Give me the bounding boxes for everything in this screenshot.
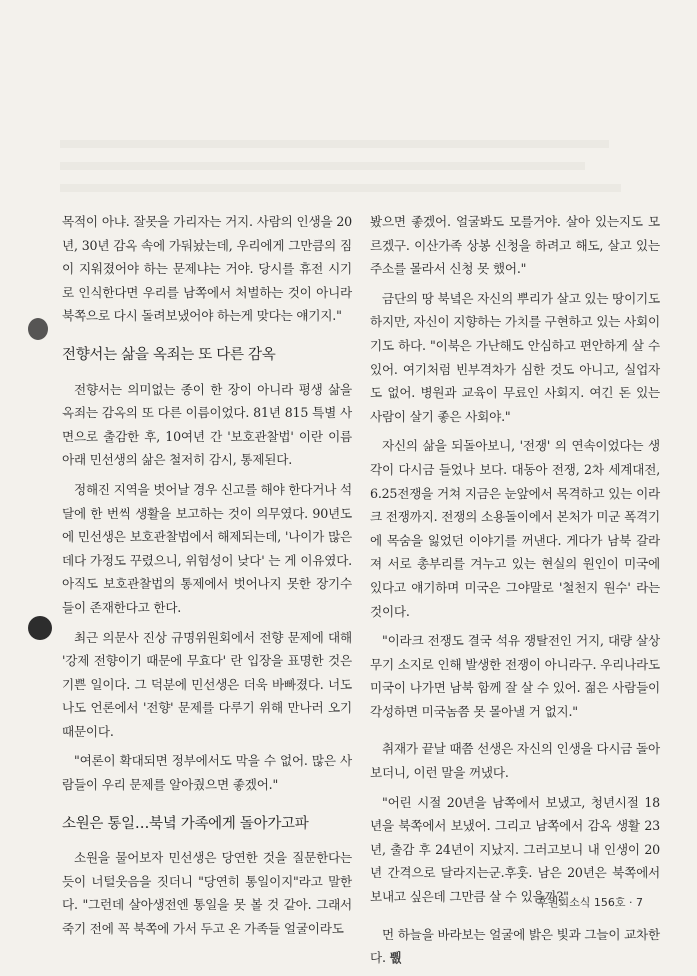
right-paragraph-4: "이라크 전쟁도 결국 석유 쟁탈전인 거지, 대량 살상 무기 소지로 인해 발생한 전쟁이 아니라구. 우리나라도 미국이 나가면 남북 함께 잘 살 수 있어. 젊은 사람들이 각성하면 미국놈쯤 못 몰아낼 거 없지." [370, 633, 660, 719]
bleed-through-lines [60, 140, 657, 206]
closing-sentence: 먼 하늘을 바라보는 얼굴에 밝은 빛과 그늘이 교차한다. [370, 926, 660, 966]
right-paragraph-5: 취재가 끝날 때쯤 선생은 자신의 인생을 다시금 돌아보더니, 이런 말을 꺼냈다. [370, 741, 660, 781]
left-paragraph-4: 최근 의문사 진상 규명위원회에서 전향 문제에 대해 '강제 전향이기 때문에 무효다' 란 입장을 표명한 것은 기쁜 일이다. 그 덕분에 민선생은 더욱 바빠졌다. 너도나도 언론에서 '전향' 문제를 다루기 위해 만나러 오기 때문이다. [62, 629, 352, 739]
right-column [370, 210, 660, 976]
page-footer: 후원회소식 156호 · 7 [537, 896, 643, 909]
right-paragraph-2: 금단의 땅 북녘은 자신의 뿌리가 살고 있는 땅이기도 하지만, 자신이 지향하는 가치를 구현하고 있는 사회이기도 하다. "이북은 가난해도 안심하고 편안하게 살 수 있어. 여기처럼 빈부격차가 심한 것도 아니고, 실업자도 없어. 병원과 교육이 무료인 사회지. 여긴 돈 있는 사람이 살기 좋은 사회야." [370, 290, 660, 424]
section-heading-unification: 소원은 통일…북녘 가족에게 돌아가고파 [62, 815, 309, 832]
left-paragraph-1: 목적이 아냐. 잘못을 가리자는 거지. 사람의 인생을 20년, 30년 감옥 속에 가둬놨는데, 우리에게 그만큼의 짐이 지워졌어야 하는 문제냐는 거야. 당시를 휴전 시기로 인식한다면 우리를 남쪽에서 처벌하는 것이 아니라 북쪽으로 다시 돌려보냈어야 하는게 맞다는 얘기지." [62, 214, 352, 324]
punch-hole-bottom [28, 616, 52, 640]
section-heading-conversion: 전향서는 삶을 옥죄는 또 다른 감옥 [62, 346, 276, 363]
left-paragraph-2: 전향서는 의미없는 종이 한 장이 아니라 평생 삶을 옥죄는 감옥의 또 다른 이름이었다. 81년 815 특별 사면으로 출감한 후, 10여년 간 '보호관찰법' 이란 이름 아래 민선생의 삶은 철저히 감시, 통제된다. [62, 381, 352, 468]
right-paragraph-7 [370, 923, 660, 970]
right-paragraph-1: 봤으면 좋겠어. 얼굴봐도 모를거야. 살아 있는지도 모르겠구. 이산가족 상봉 신청을 하려고 해도, 살고 있는 주소를 몰라서 신청 못 했어." [370, 214, 660, 277]
right-paragraph-6: "어린 시절 20년을 남쪽에서 보냈고, 청년시절 18년을 북쪽에서 보냈어. 그리고 남쪽에서 감옥 생활 23년, 출감 후 24년이 지났지. 그러고보니 내 인생이 20년 간격으로 달라지는군.후훗. 남은 20년은 북쪽에서 보내고 싶은데 그만큼 살 수 있을까?" [370, 794, 660, 905]
end-mark-icon: 뿺 [389, 950, 402, 966]
left-paragraph-5: "여론이 확대되면 정부에서도 막을 수 없어. 많은 사람들이 우리 문제를 알아줬으면 좋겠어." [62, 753, 352, 793]
left-column [62, 210, 352, 947]
punch-hole-top [28, 318, 48, 340]
right-paragraph-3: 자신의 삶을 되돌아보니, '전쟁' 의 연속이었다는 생각이 다시금 들었나 보다. 대동아 전쟁, 2차 세계대전, 6.25전쟁을 거쳐 지금은 눈앞에서 목격하고 있는 이라크 전쟁까지. 전쟁의 소용돌이에서 본처가 미군 폭격기에 목숨을 잃었던 이야기를 꺼낸다. 게다가 남북 갈라져 서로 총부리를 겨누고 있는 현실의 원인이 미국에 있다고 얘기하며 미국은 그야말로 '철천지 원수' 라는 것이다. [370, 438, 660, 619]
left-paragraph-3: 정해진 지역을 벗어날 경우 신고를 해야 한다거나 석 달에 한 번씩 생활을 보고하는 것이 의무였다. 90년도에 민선생은 보호관찰법에서 해제되는데, '나이가 많은데다 가정도 꾸렸으니, 위험성이 낮다' 는 게 이유였다. 아직도 보호관찰법의 통제에서 벗어나지 못한 장기수들이 존재한다고 한다. [62, 481, 352, 615]
left-paragraph-6: 소원을 물어보자 민선생은 당연한 것을 질문한다는 듯이 너털웃음을 짓더니 "당연히 통일이지"라고 말한다. "그런데 살아생전엔 통일을 못 볼 것 같아. 그래서 죽기 전에 꼭 북쪽에 가서 두고 온 가족들 얼굴이라도 [62, 850, 352, 937]
